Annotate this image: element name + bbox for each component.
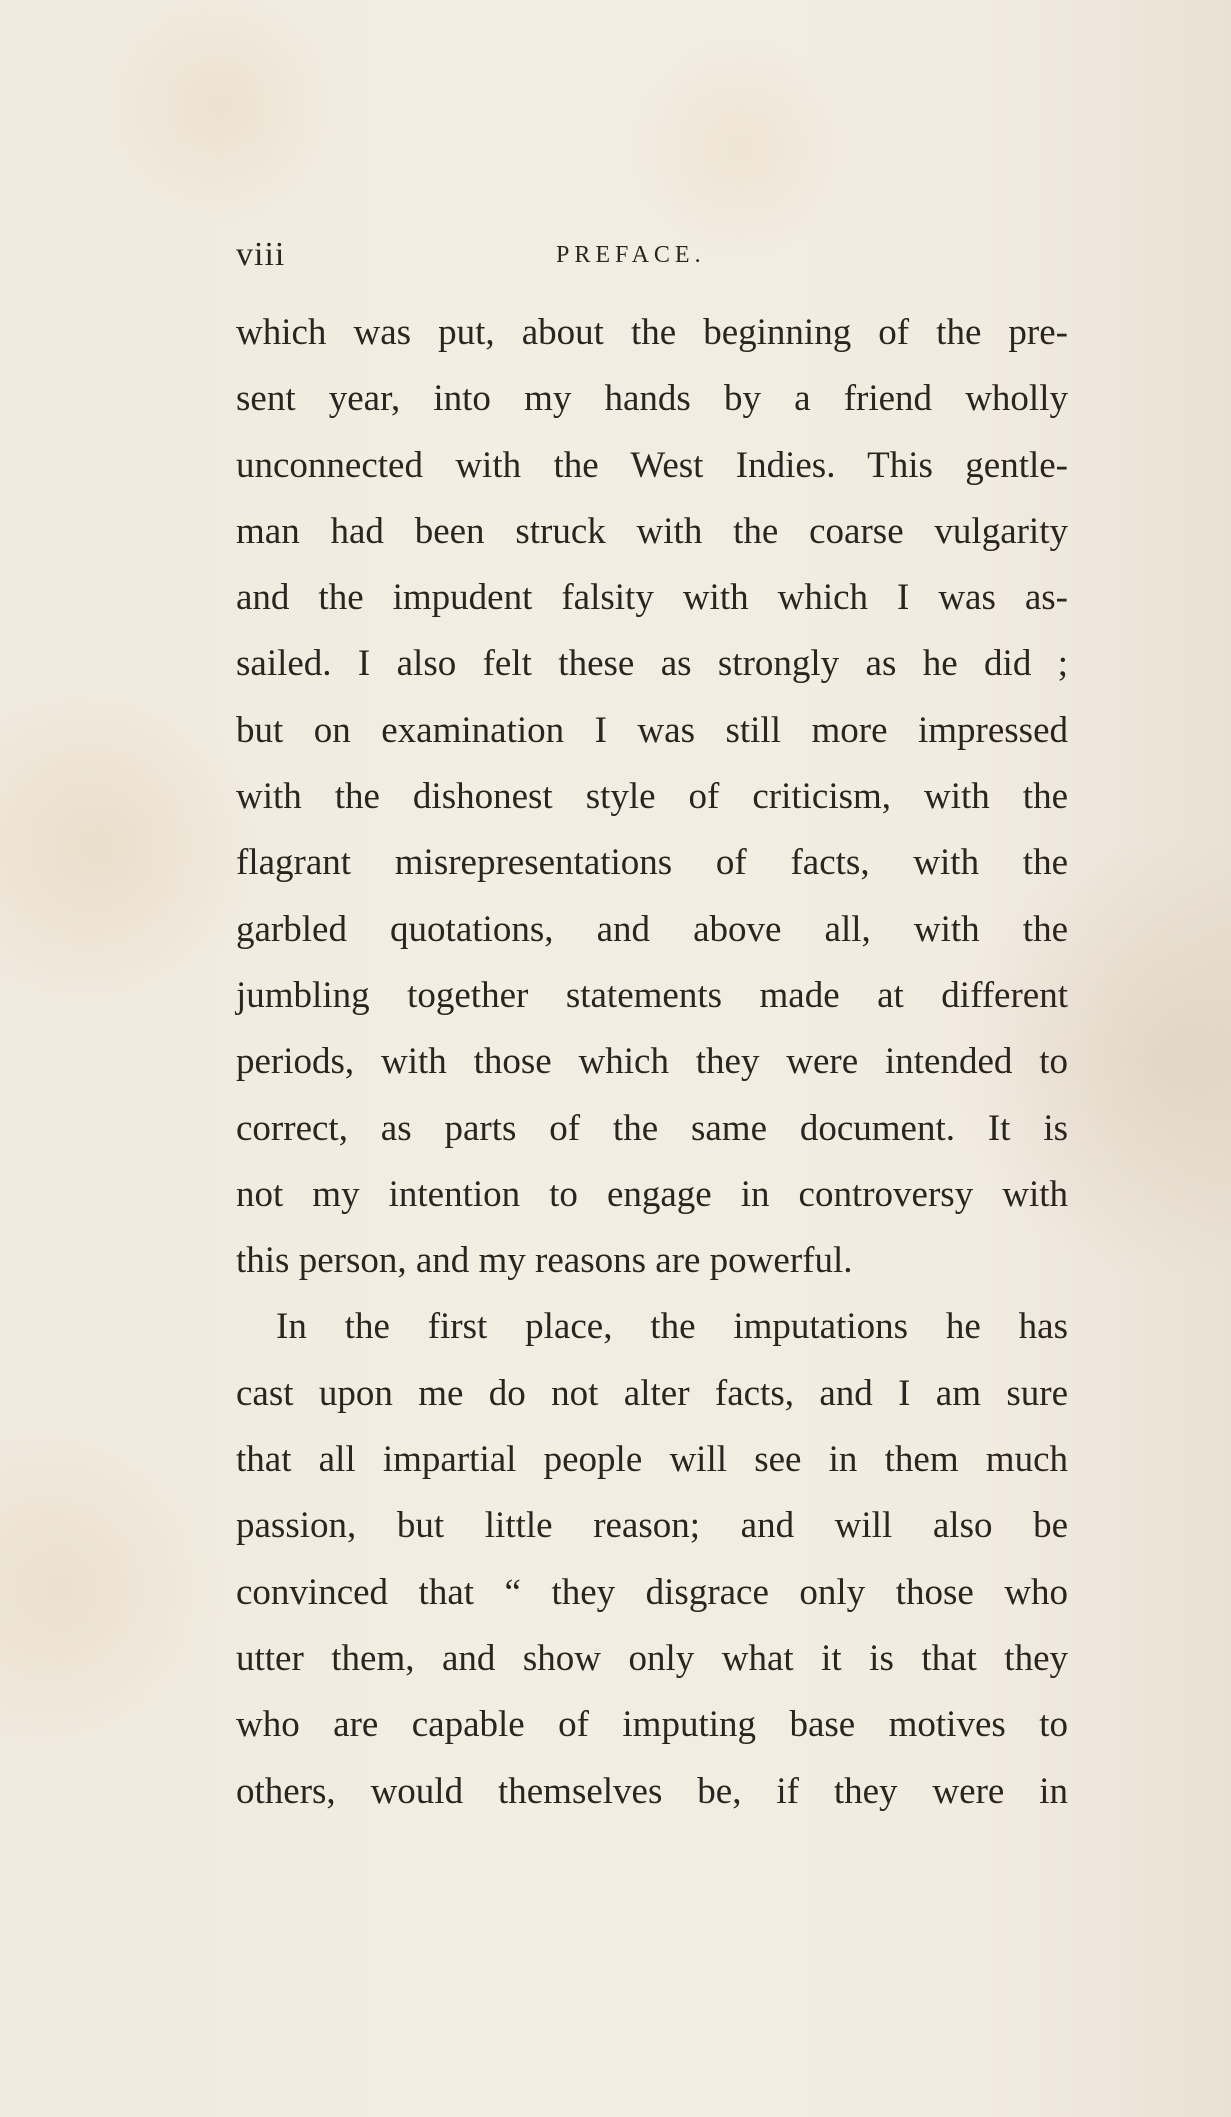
text-line: man had been struck with the coarse vulgarity <box>236 510 1068 552</box>
text-line: cast upon me do not alter facts, and I am sure <box>236 1372 1068 1414</box>
text-line: utter them, and show only what it is that they <box>236 1637 1068 1679</box>
running-head: PREFACE. <box>556 242 706 268</box>
text-line: garbled quotations, and above all, with the <box>236 908 1068 950</box>
text-line: convinced that “ they disgrace only those who <box>236 1571 1068 1613</box>
text-line: others, would themselves be, if they were in <box>236 1770 1068 1812</box>
page-number: viii <box>236 236 286 273</box>
page-header <box>236 236 1066 276</box>
text-line: but on examination I was still more impressed <box>236 709 1068 751</box>
paragraph-start-line: In the first place, the imputations he has <box>276 1306 1068 1348</box>
text-line: correct, as parts of the same document. It is <box>236 1107 1068 1149</box>
text-line: sent year, into my hands by a friend wholly <box>236 378 1068 420</box>
text-line: periods, with those which they were intended to <box>236 1041 1068 1083</box>
text-line: who are capable of imputing base motives to <box>236 1704 1068 1746</box>
text-line: which was put, about the beginning of the pre- <box>236 312 1068 353</box>
text-line: not my intention to engage in controversy with <box>236 1173 1068 1215</box>
text-line: jumbling together statements made at different <box>236 974 1068 1016</box>
text-line: that all impartial people will see in them much <box>236 1439 1068 1481</box>
text-line: unconnected with the West Indies. This gentle- <box>236 444 1068 486</box>
body-text <box>236 300 1068 1825</box>
text-line: passion, but little reason; and will also be <box>236 1505 1068 1547</box>
paragraph-end-line: this person, and my reasons are powerful. <box>236 1240 853 1282</box>
text-line: flagrant misrepresentations of facts, with the <box>236 842 1068 884</box>
text-line: sailed. I also felt these as strongly as he did ; <box>236 643 1068 685</box>
text-line: and the impudent falsity with which I was as- <box>236 577 1068 619</box>
text-line: with the dishonest style of criticism, with the <box>236 776 1068 818</box>
